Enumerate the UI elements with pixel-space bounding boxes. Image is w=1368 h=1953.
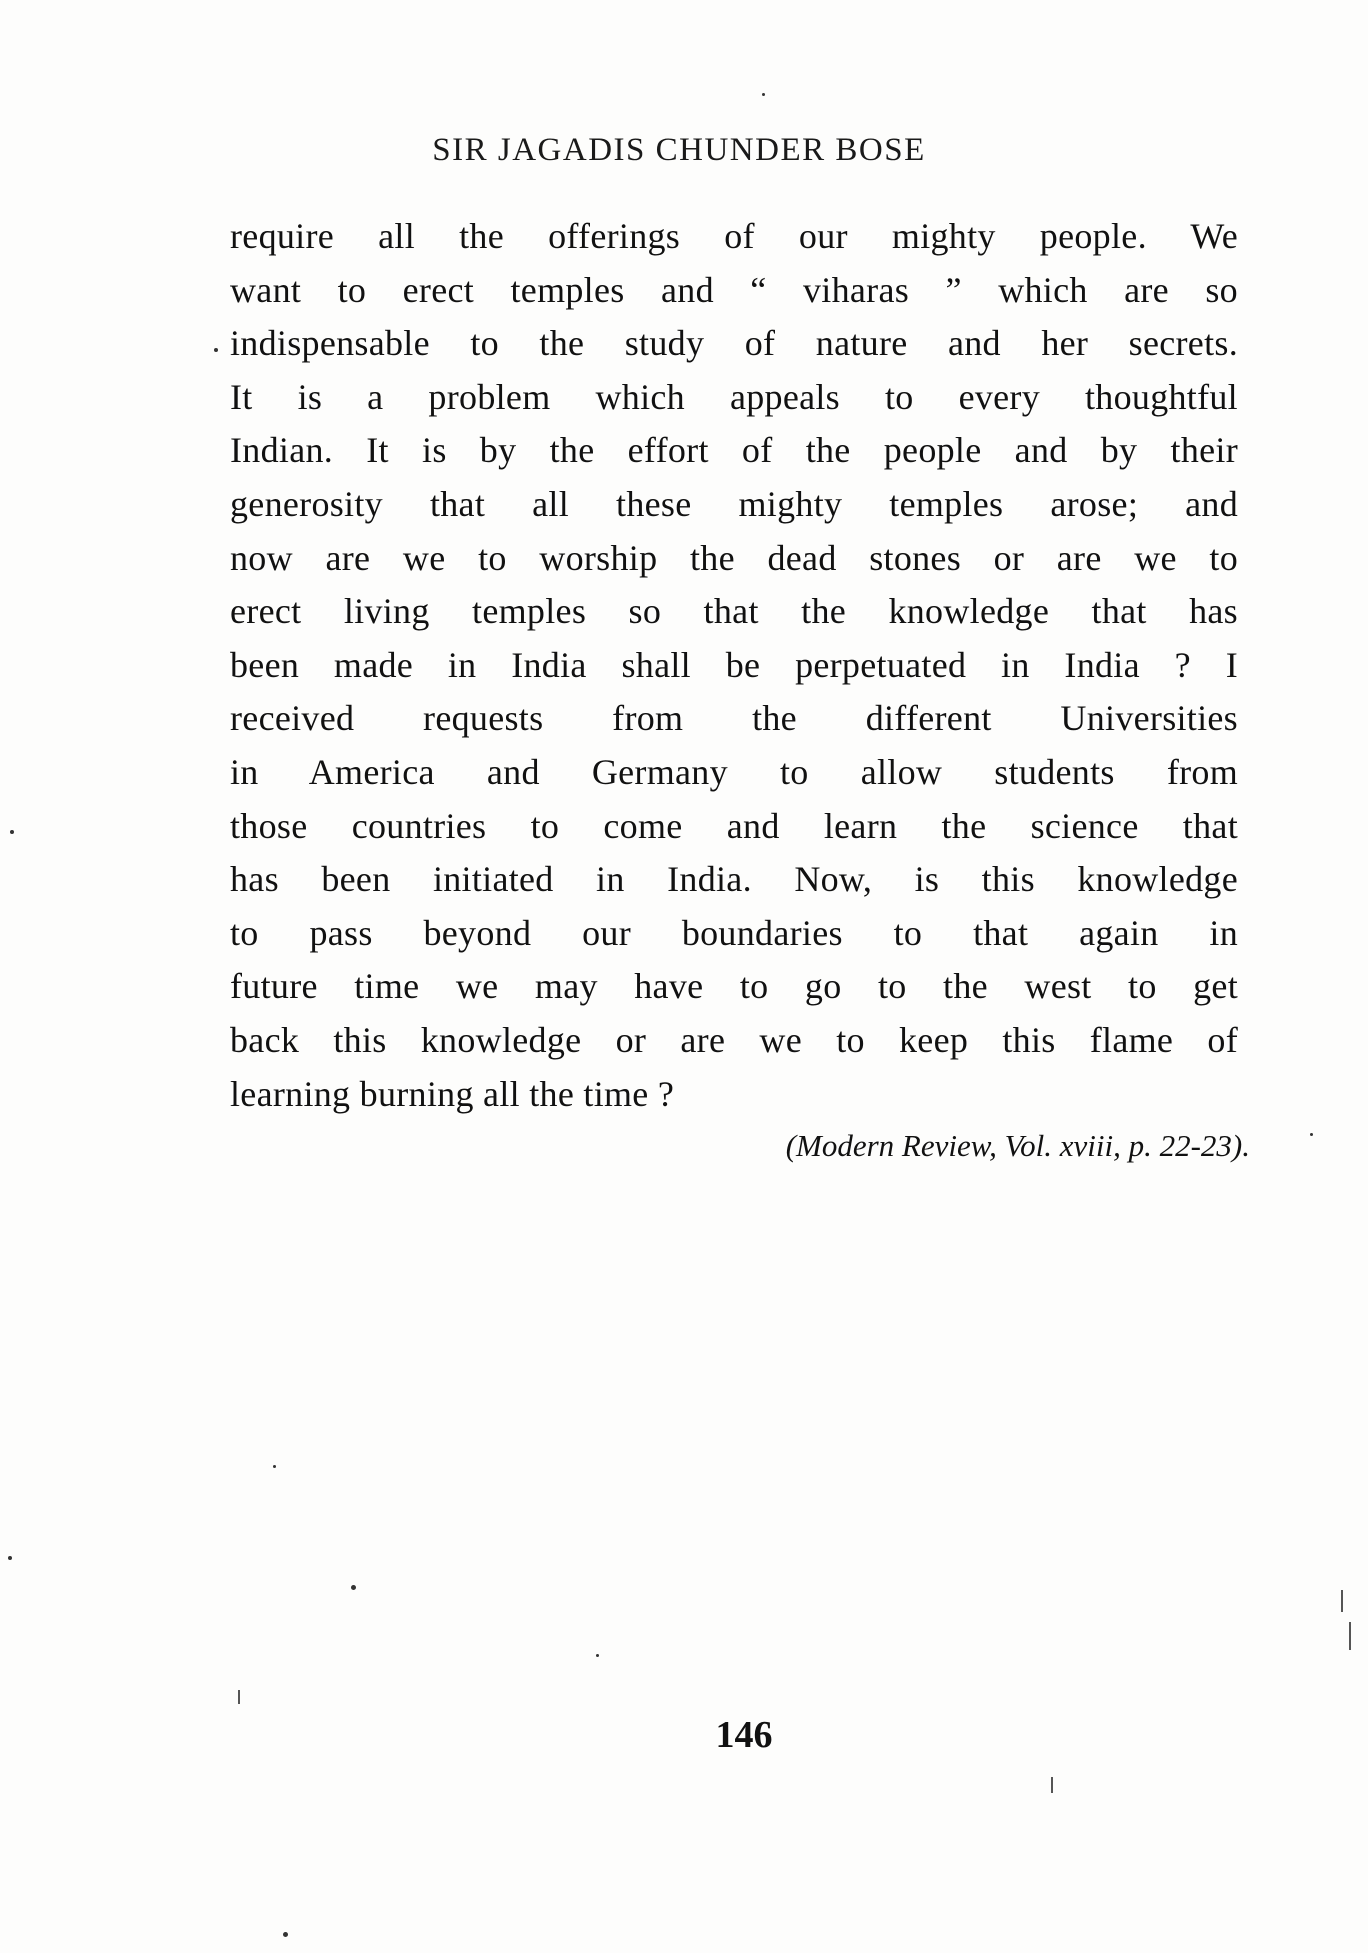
- running-header: SIR JAGADIS CHUNDER BOSE: [432, 132, 926, 168]
- scan-speck: [10, 830, 14, 834]
- scan-speck: [283, 1932, 288, 1937]
- text-line: back this knowledge or are we to keep this flame of: [230, 1019, 1238, 1060]
- text-line: require all the offerings of our mighty people. We: [230, 216, 1238, 256]
- scan-mark: [1349, 1622, 1351, 1650]
- scan-mark: [1341, 1590, 1343, 1612]
- scan-speck: [596, 1654, 599, 1657]
- text-line: now are we to worship the dead stones or are we to: [230, 537, 1238, 578]
- body-paragraph: [230, 210, 1238, 1121]
- text-line: indispensable to the study of nature and her secrets.: [230, 323, 1238, 364]
- citation: (Modern Review, Vol. xviii, p. 22-23).: [785, 1128, 1250, 1163]
- scan-speck: [1310, 1133, 1313, 1136]
- text-line: has been initiated in India. Now, is this knowledge: [230, 859, 1238, 900]
- text-line: learning burning all the time ?: [230, 1073, 675, 1114]
- scan-speck: [273, 1465, 276, 1468]
- scan-mark: [1051, 1777, 1053, 1793]
- scan-speck: [762, 93, 765, 96]
- text-line: in America and Germany to allow students from: [230, 751, 1238, 792]
- scan-speck: [8, 1556, 12, 1560]
- text-line: erect living temples so that the knowledge that has: [230, 591, 1238, 632]
- text-line: those countries to come and learn the science that: [230, 805, 1238, 846]
- text-line: Indian. It is by the effort of the people and by their: [230, 430, 1238, 471]
- scan-speck: [351, 1585, 356, 1590]
- page-number: 146: [715, 1714, 773, 1756]
- text-line: It is a problem which appeals to every thoughtful: [230, 376, 1238, 417]
- text-line: been made in India shall be perpetuated in India ? I: [230, 644, 1238, 685]
- text-line: to pass beyond our boundaries to that again in: [230, 912, 1238, 953]
- text-line: future time we may have to go to the west to get: [230, 966, 1238, 1007]
- text-line: want to erect temples and “ viharas ” which are so: [230, 269, 1238, 310]
- text-line: generosity that all these mighty temples arose; and: [230, 483, 1238, 524]
- text-line: received requests from the different Universities: [230, 698, 1238, 739]
- scan-speck: [214, 348, 218, 352]
- scan-mark: [238, 1690, 240, 1704]
